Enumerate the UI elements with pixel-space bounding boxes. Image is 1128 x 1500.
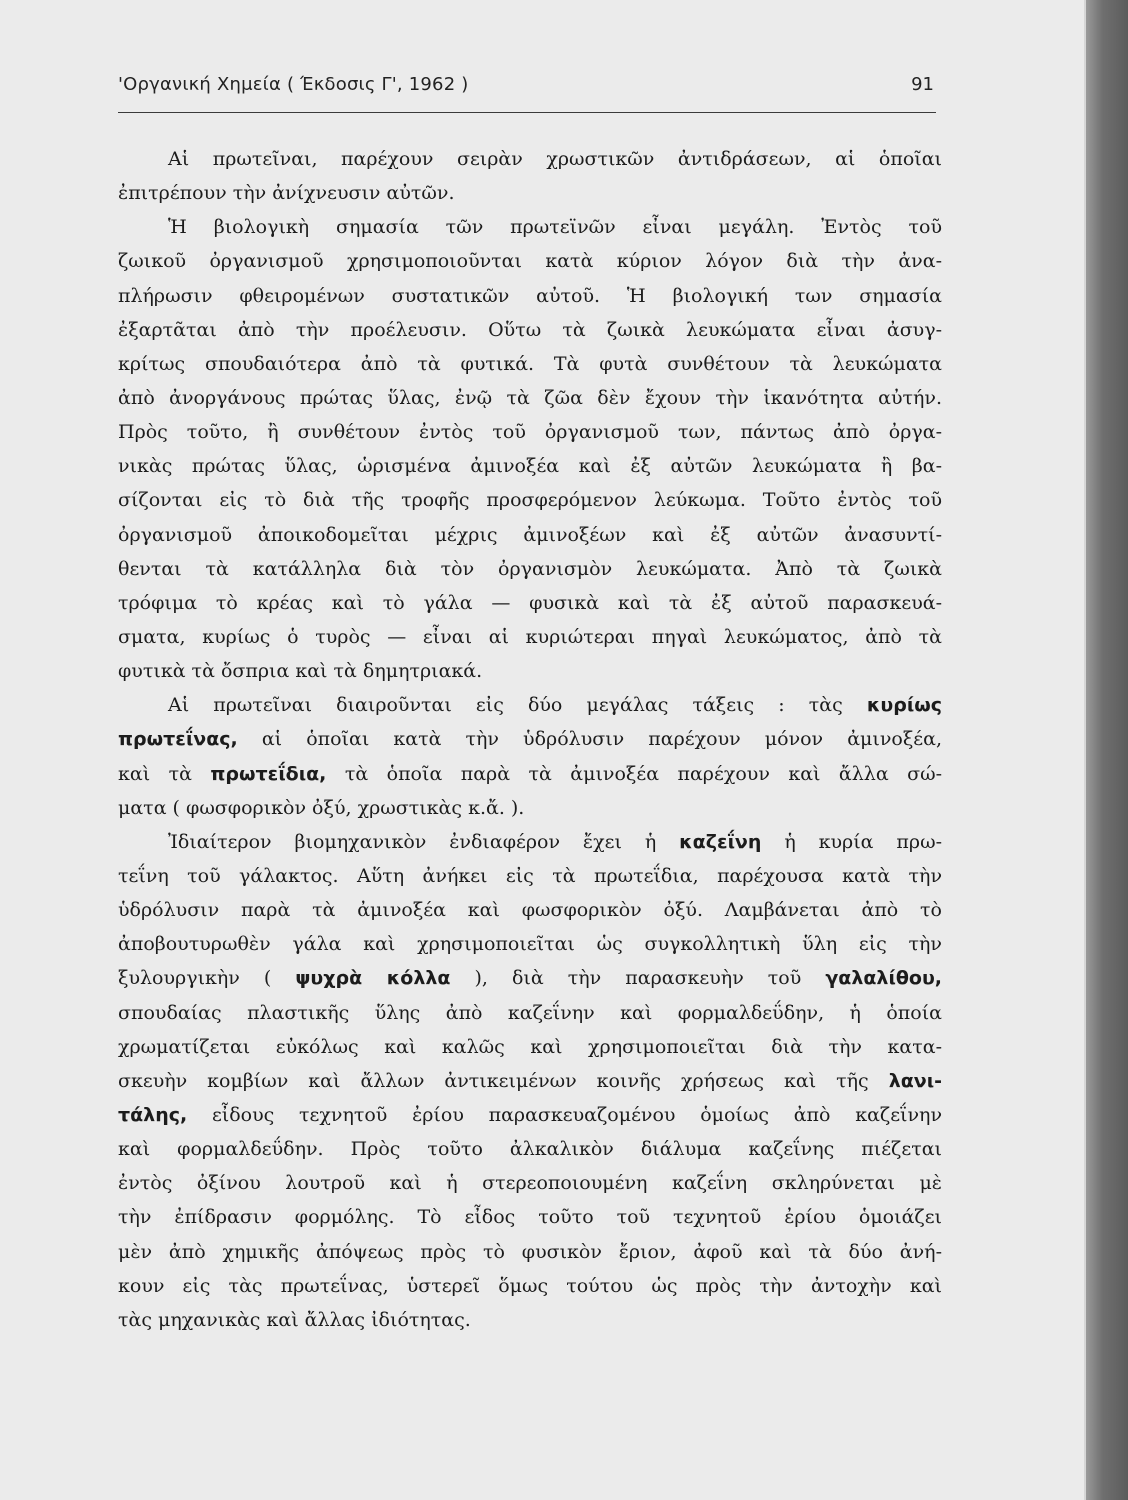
text-run: ), διὰ τὴν παρασκευὴν τοῦ — [450, 967, 826, 990]
text-line — [118, 722, 942, 756]
text-run: τὰ ὁποῖα παρὰ τὰ ἀμινοξέα παρέχουν καὶ ἄλλα σώ- — [326, 762, 942, 785]
text-line — [118, 620, 942, 654]
text-line — [118, 859, 942, 893]
text-run: σκευὴν κομβίων καὶ ἄλλων ἀντικειμένων κοινῆς χρήσεως καὶ τῆς — [118, 1069, 889, 1092]
text-run: τεΐνη τοῦ γάλακτος. Αὕτη ἀνήκει εἰς τὰ πρωτεΐδια, παρέχουσα κατὰ τὴν — [118, 864, 942, 887]
header-title: 'Οργανική Χημεία ( Έκδοσις Γ', 1962 ) — [118, 74, 469, 95]
text-line — [118, 415, 942, 449]
text-line — [118, 1166, 942, 1200]
bold-term: λανι- — [888, 1069, 942, 1092]
text-run: εἶδους τεχνητοῦ ἐρίου παρασκευαζομένου ὁμοίως ἀπὸ καζεΐνην — [187, 1103, 942, 1126]
bold-term: κυρίως — [866, 694, 942, 717]
text-line — [118, 552, 942, 586]
text-run: τὰς μηχανικὰς καὶ ἄλλας ἰδιότητας. — [118, 1308, 471, 1331]
bold-term: πρωτεΐδια, — [210, 762, 327, 785]
text-line — [118, 313, 942, 347]
text-run: χρωματίζεται εὐκόλως καὶ καλῶς καὶ χρησιμοποιεῖται διὰ τὴν κατα- — [118, 1035, 942, 1058]
text-line — [118, 1098, 942, 1132]
text-run: σματα, κυρίως ὁ τυρὸς — εἶναι αἱ κυριώτεραι πηγαὶ λευκώματος, ἀπὸ τὰ — [118, 625, 942, 648]
text-run: ὀργανισμοῦ ἀποικοδομεῖται μέχρις ἀμινοξέων καὶ ἐξ αὐτῶν ἀνασυντί- — [118, 523, 942, 546]
text-line — [118, 518, 942, 552]
text-run: σπουδαίας πλαστικῆς ὕλης ἀπὸ καζεΐνην καὶ φορμαλδεΰδην, ἡ ὁποία — [118, 1001, 942, 1024]
text-line — [118, 381, 942, 415]
text-run: ζωικοῦ ὀργανισμοῦ χρησιμοποιοῦνται κατὰ κύριον λόγον διὰ τὴν ἀνα- — [118, 250, 942, 273]
text-line — [118, 757, 942, 791]
text-line — [118, 893, 942, 927]
text-run: τὴν ἐπίδρασιν φορμόλης. Τὸ εἶδος τοῦτο τοῦ τεχνητοῦ ἐρίου ὁμοιάζει — [118, 1206, 942, 1229]
text-run: πλήρωσιν φθειρομένων συστατικῶν αὐτοῦ. Ἡ βιολογική των σημασία — [118, 284, 942, 307]
text-run: ἡ κυρία πρω- — [761, 830, 943, 853]
text-line — [118, 1303, 942, 1337]
text-line — [118, 996, 942, 1030]
text-line — [118, 1064, 942, 1098]
text-line — [118, 654, 942, 688]
text-run: ἀποβουτυρωθὲν γάλα καὶ χρησιμοποιεῖται ὡς συγκολλητικὴ ὕλη εἰς τὴν — [118, 933, 942, 956]
text-run: μὲν ἀπὸ χημικῆς ἀπόψεως πρὸς τὸ φυσικὸν ἔριον, ἀφοῦ καὶ τὰ δύο ἀνή- — [118, 1240, 942, 1263]
text-line — [118, 142, 942, 176]
text-line — [118, 347, 942, 381]
text-line — [118, 791, 942, 825]
text-run: φυτικὰ τὰ ὄσπρια καὶ τὰ δημητριακά. — [118, 660, 483, 683]
text-line — [118, 244, 942, 278]
text-line — [118, 483, 942, 517]
bold-term: πρωτεΐνας, — [118, 728, 238, 751]
text-run: Αἱ πρωτεῖναι διαιροῦνται εἰς δύο μεγάλας τάξεις : τὰς — [168, 694, 867, 717]
bold-term: καζεΐνη — [679, 830, 762, 853]
text-line — [118, 1269, 942, 1303]
running-header — [118, 72, 936, 113]
text-run: Ἰδιαίτερον βιομηχανικὸν ἐνδιαφέρον ἔχει ἡ — [168, 830, 680, 853]
bold-term: γαλαλίθου, — [825, 967, 942, 990]
text-line — [118, 1030, 942, 1064]
text-run: καὶ τὰ — [118, 762, 211, 785]
text-run: αἱ ὁποῖαι κατὰ τὴν ὑδρόλυσιν παρέχουν μόνον ἀμινοξέα, — [237, 728, 942, 751]
page-number: 91 — [911, 74, 934, 95]
text-run: νικὰς πρώτας ὕλας, ὡρισμένα ἀμινοξέα καὶ ἐξ αὐτῶν λευκώματα ἢ βα- — [118, 455, 942, 478]
text-run: ἐντὸς ὀξίνου λουτροῦ καὶ ἡ στερεοποιουμένη καζεΐνη σκληρύνεται μὲ — [118, 1172, 942, 1195]
text-run: κουν εἰς τὰς πρωτεΐνας, ὑστερεῖ ὅμως τούτου ὡς πρὸς τὴν ἀντοχὴν καὶ — [118, 1274, 942, 1297]
bold-term: ψυχρὰ κόλλα — [295, 967, 451, 990]
text-line — [118, 279, 942, 313]
text-run: ἀπὸ ἀνοργάνους πρώτας ὕλας, ἐνῷ τὰ ζῶα δὲν ἔχουν τὴν ἱκανότητα αὐτήν. — [118, 386, 942, 409]
text-line — [118, 586, 942, 620]
text-run: ἐπιτρέπουν τὴν ἀνίχνευσιν αὐτῶν. — [118, 182, 455, 205]
page-edge — [1086, 0, 1128, 1500]
text-line — [118, 1132, 942, 1166]
text-run: Πρὸς τοῦτο, ἢ συνθέτουν ἐντὸς τοῦ ὀργανισμοῦ των, πάντως ἀπὸ ὀργα- — [118, 421, 942, 444]
text-run: σίζονται εἰς τὸ διὰ τῆς τροφῆς προσφερόμενον λεύκωμα. Τοῦτο ἐντὸς τοῦ — [118, 489, 942, 512]
text-line — [118, 825, 942, 859]
body-text — [118, 142, 942, 1337]
text-run: ξυλουργικὴν ( — [118, 967, 296, 990]
text-run: Αἱ πρωτεῖναι, παρέχουν σειρὰν χρωστικῶν ἀντιδράσεων, αἱ ὁποῖαι — [168, 148, 942, 170]
text-line — [118, 1200, 942, 1234]
text-run: ὑδρόλυσιν παρὰ τὰ ἀμινοξέα καὶ φωσφορικὸν ὀξύ. Λαμβάνεται ἀπὸ τὸ — [118, 899, 942, 922]
text-run: κρίτως σπουδαιότερα ἀπὸ τὰ φυτικά. Τὰ φυτὰ συνθέτουν τὰ λευκώματα — [118, 352, 942, 375]
text-run: τρόφιμα τὸ κρέας καὶ τὸ γάλα — φυσικὰ καὶ τὰ ἐξ αὐτοῦ παρασκευά- — [118, 591, 942, 614]
text-line — [118, 176, 942, 210]
text-line — [118, 210, 942, 244]
text-run: ἐξαρτᾶται ἀπὸ τὴν προέλευσιν. Οὕτω τὰ ζωικὰ λευκώματα εἶναι ἀσυγ- — [118, 318, 942, 341]
text-line — [118, 449, 942, 483]
text-line — [118, 927, 942, 961]
text-line — [118, 1235, 942, 1269]
text-run: ματα ( φωσφορικὸν ὀξύ, χρωστικὰς κ.ἄ. ). — [118, 796, 525, 819]
text-run: θενται τὰ κατάλληλα διὰ τὸν ὀργανισμὸν λευκώματα. Ἀπὸ τὰ ζωικὰ — [118, 557, 942, 580]
text-line — [118, 961, 942, 995]
bold-term: τάλης, — [118, 1103, 188, 1126]
text-line — [118, 688, 942, 722]
text-run: καὶ φορμαλδεΰδην. Πρὸς τοῦτο ἀλκαλικὸν διάλυμα καζεΐνης πιέζεται — [118, 1138, 942, 1161]
text-run: Ἡ βιολογικὴ σημασία τῶν πρωτεϊνῶν εἶναι μεγάλη. Ἐντὸς τοῦ — [168, 216, 942, 239]
